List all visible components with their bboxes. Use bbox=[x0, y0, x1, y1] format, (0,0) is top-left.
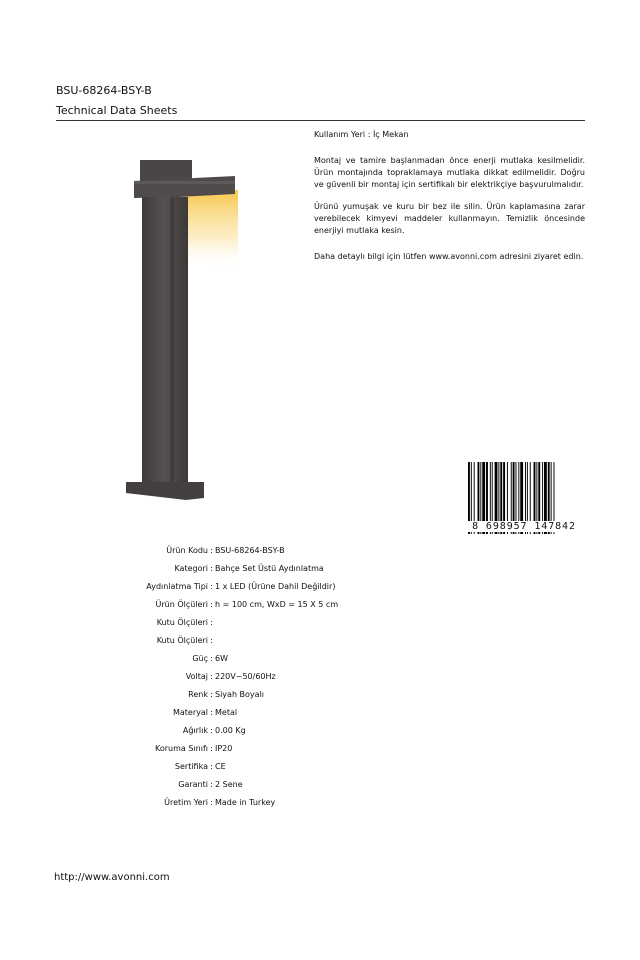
product-image-bollard-lamp bbox=[120, 150, 250, 510]
info-note: Daha detaylı bilgi için lütfen www.avonni.com adresini ziyaret edin. bbox=[314, 252, 584, 261]
website-url[interactable]: http://www.avonni.com bbox=[54, 872, 170, 883]
spec-separator: : bbox=[210, 564, 213, 573]
spec-separator: : bbox=[210, 672, 213, 681]
spec-label: Ürün Ölçüleri bbox=[155, 600, 208, 609]
spec-separator: : bbox=[210, 546, 213, 555]
spec-label: Koruma Sınıfı bbox=[155, 744, 208, 753]
installation-note: Montaj ve tamire başlanmadan önce enerji mutlaka kesilmelidir. Ürün montajında topraklamaya mutlaka dikkat edilmelidir. Doğru ve güvenli bir montaj için sertifikalı bir elektrikçiye başvurulmalıdır. bbox=[314, 156, 585, 190]
usage-label: Kullanım Yeri bbox=[314, 130, 366, 139]
spec-separator: : bbox=[210, 582, 213, 591]
spec-label: Kategori bbox=[174, 564, 208, 573]
spec-value: CE bbox=[215, 762, 226, 771]
spec-value: Metal bbox=[215, 708, 238, 717]
spec-value: Siyah Boyalı bbox=[215, 690, 265, 699]
spec-row bbox=[100, 650, 338, 668]
spec-separator: : bbox=[210, 726, 213, 735]
spec-row bbox=[100, 596, 338, 614]
spec-separator: : bbox=[210, 798, 213, 807]
spec-label: Kutu Ölçüleri bbox=[156, 618, 208, 627]
spec-value: BSU-68264-BSY-B bbox=[215, 546, 285, 555]
spec-separator: : bbox=[210, 762, 213, 771]
light-glow bbox=[180, 190, 238, 270]
header-divider bbox=[56, 120, 585, 121]
spec-value: 2 Sene bbox=[215, 780, 243, 789]
spec-value: h = 100 cm, WxD = 15 X 5 cm bbox=[215, 600, 339, 609]
spec-separator: : bbox=[210, 618, 213, 627]
spec-label: Sertifika bbox=[174, 762, 208, 771]
specification-table bbox=[100, 542, 338, 812]
spec-row bbox=[100, 794, 338, 812]
spec-row bbox=[100, 668, 338, 686]
spec-value: IP20 bbox=[215, 744, 233, 753]
spec-row bbox=[100, 722, 338, 740]
spec-row bbox=[100, 614, 338, 632]
spec-label: Ağırlık bbox=[182, 726, 208, 735]
spec-separator: : bbox=[210, 690, 213, 699]
spec-separator: : bbox=[210, 708, 213, 717]
document-subtitle: Technical Data Sheets bbox=[56, 104, 178, 117]
spec-row bbox=[100, 686, 338, 704]
spec-row bbox=[100, 560, 338, 578]
spec-value: 0.00 Kg bbox=[215, 726, 246, 735]
spec-separator: : bbox=[210, 636, 213, 645]
spec-separator: : bbox=[210, 654, 213, 663]
cleaning-note: Ürünü yumuşak ve kuru bir bez ile silin. Ürün kaplamasına zarar verebilecek kimyevi maddeler kullanmayın. Temizlik öncesinde enerjiyi mutlaka kesin. bbox=[314, 202, 585, 236]
spec-row bbox=[100, 740, 338, 758]
spec-value: Made in Turkey bbox=[215, 798, 276, 807]
barcode-number: 8 698957 147842 bbox=[463, 521, 585, 532]
spec-label: Kutu Ölçüleri bbox=[156, 636, 208, 645]
spec-separator: : bbox=[210, 780, 213, 789]
product-code-title: BSU-68264-BSY-B bbox=[56, 84, 152, 97]
spec-label: Renk bbox=[188, 690, 208, 699]
usage-value: İç Mekan bbox=[372, 130, 409, 139]
spec-row bbox=[100, 776, 338, 794]
spec-row bbox=[100, 632, 338, 650]
spec-label: Güç bbox=[192, 654, 208, 663]
spec-value: Bahçe Set Üstü Aydınlatma bbox=[215, 564, 324, 573]
spec-label: Garanti bbox=[178, 780, 208, 789]
spec-label: Materyal bbox=[172, 708, 208, 717]
lamp-base bbox=[126, 482, 204, 500]
spec-label: Üretim Yeri bbox=[164, 798, 208, 807]
spec-row bbox=[100, 704, 338, 722]
spec-separator: : bbox=[210, 744, 213, 753]
spec-separator: : bbox=[210, 600, 213, 609]
lamp-pole bbox=[142, 197, 188, 489]
usage-line: Kullanım Yeri : İç Mekan bbox=[314, 130, 409, 139]
spec-value: 1 x LED (Ürüne Dahil Değildir) bbox=[215, 582, 336, 591]
spec-value: 6W bbox=[215, 654, 228, 663]
spec-value: 220V~50/60Hz bbox=[215, 672, 276, 681]
spec-row bbox=[100, 758, 338, 776]
spec-label: Aydınlatma Tipi bbox=[146, 582, 208, 591]
spec-label: Ürün Kodu bbox=[166, 546, 208, 555]
spec-label: Voltaj bbox=[185, 672, 208, 681]
spec-row bbox=[100, 542, 338, 560]
spec-row bbox=[100, 578, 338, 596]
